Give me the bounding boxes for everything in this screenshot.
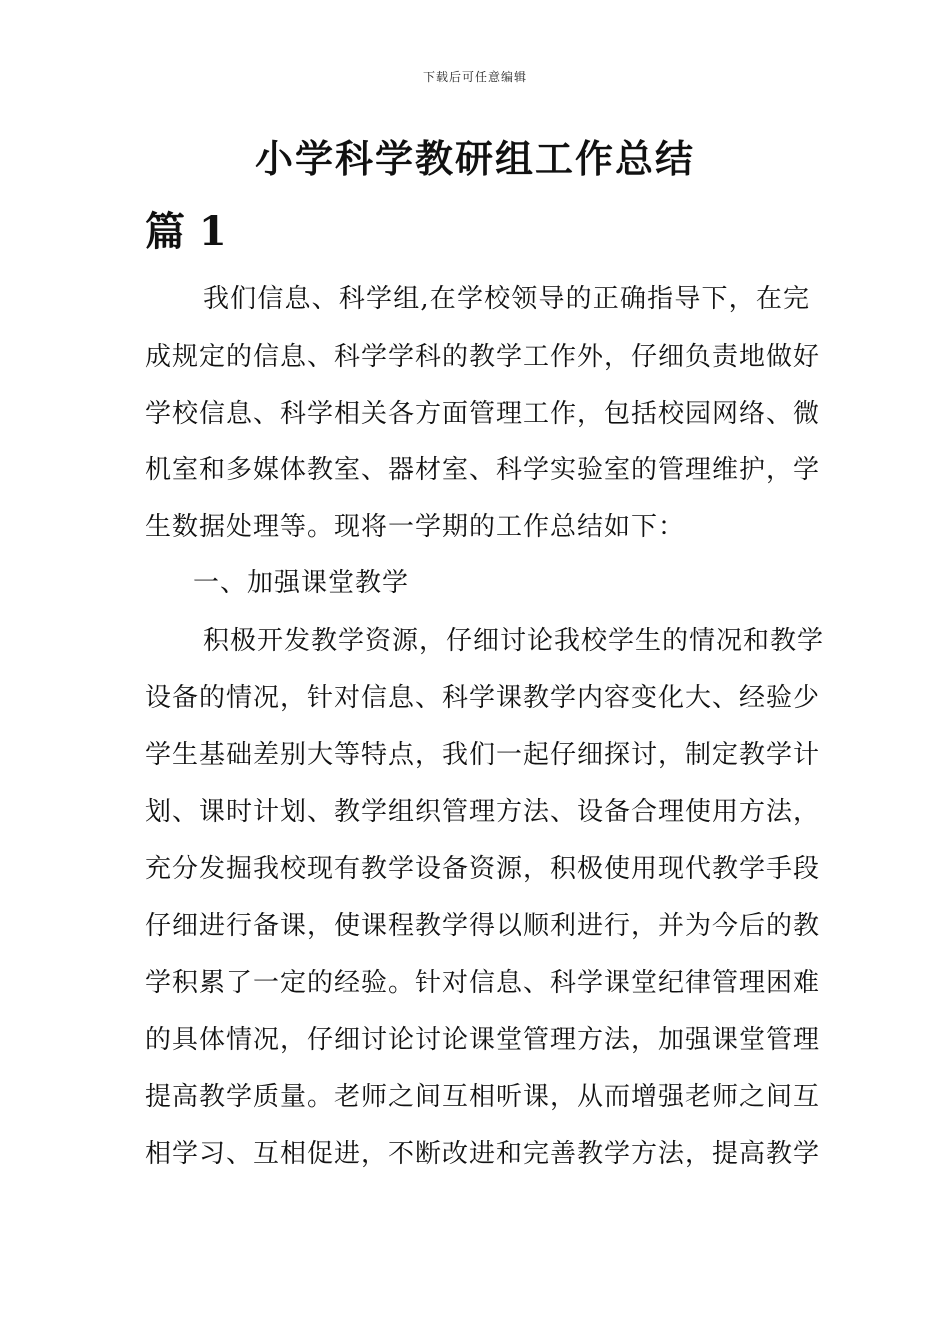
paragraph-line: 生数据处理等。现将一学期的工作总结如下： <box>145 512 686 542</box>
paragraph-line: 成规定的信息、科学学科的教学工作外，仔细负责地做好 <box>145 342 821 372</box>
header-note: 下载后可任意编辑 <box>422 70 527 84</box>
subheading: 一、加强课堂教学 <box>193 568 410 598</box>
paragraph-line: 仔细进行备课，使课程教学得以顺利进行，并为今后的教 <box>145 911 821 941</box>
paragraph-line: 提高教学质量。老师之间互相听课，从而增强老师之间互 <box>145 1082 821 1112</box>
paragraph-line: 我们信息、科学组,在学校领导的正确指导下，在完 <box>203 284 810 314</box>
section-heading: 篇 1 <box>145 208 227 255</box>
paragraph-line: 划、课时计划、教学组织管理方法、设备合理使用方法， <box>145 797 821 827</box>
paragraph-line: 学积累了一定的经验。针对信息、科学课堂纪律管理困难 <box>145 968 821 998</box>
paragraph-line: 设备的情况，针对信息、科学课教学内容变化大、经验少 <box>145 683 821 713</box>
paragraph-line: 积极开发教学资源，仔细讨论我校学生的情况和教学 <box>203 626 825 656</box>
paragraph-line: 机室和多媒体教室、器材室、科学实验室的管理维护，学 <box>145 455 821 485</box>
paragraph-line: 学生基础差别大等特点，我们一起仔细探讨，制定教学计 <box>145 740 821 770</box>
paragraph-line: 学校信息、科学相关各方面管理工作，包括校园网络、微 <box>145 399 821 429</box>
paragraph-line: 充分发掘我校现有教学设备资源，积极使用现代教学手段 <box>145 854 821 884</box>
paragraph-line: 相学习、互相促进，不断改进和完善教学方法，提高教学 <box>145 1139 821 1169</box>
paragraph-line: 的具体情况，仔细讨论讨论课堂管理方法，加强课堂管理 <box>145 1025 821 1055</box>
document-title: 小学科学教研组工作总结 <box>254 136 695 181</box>
